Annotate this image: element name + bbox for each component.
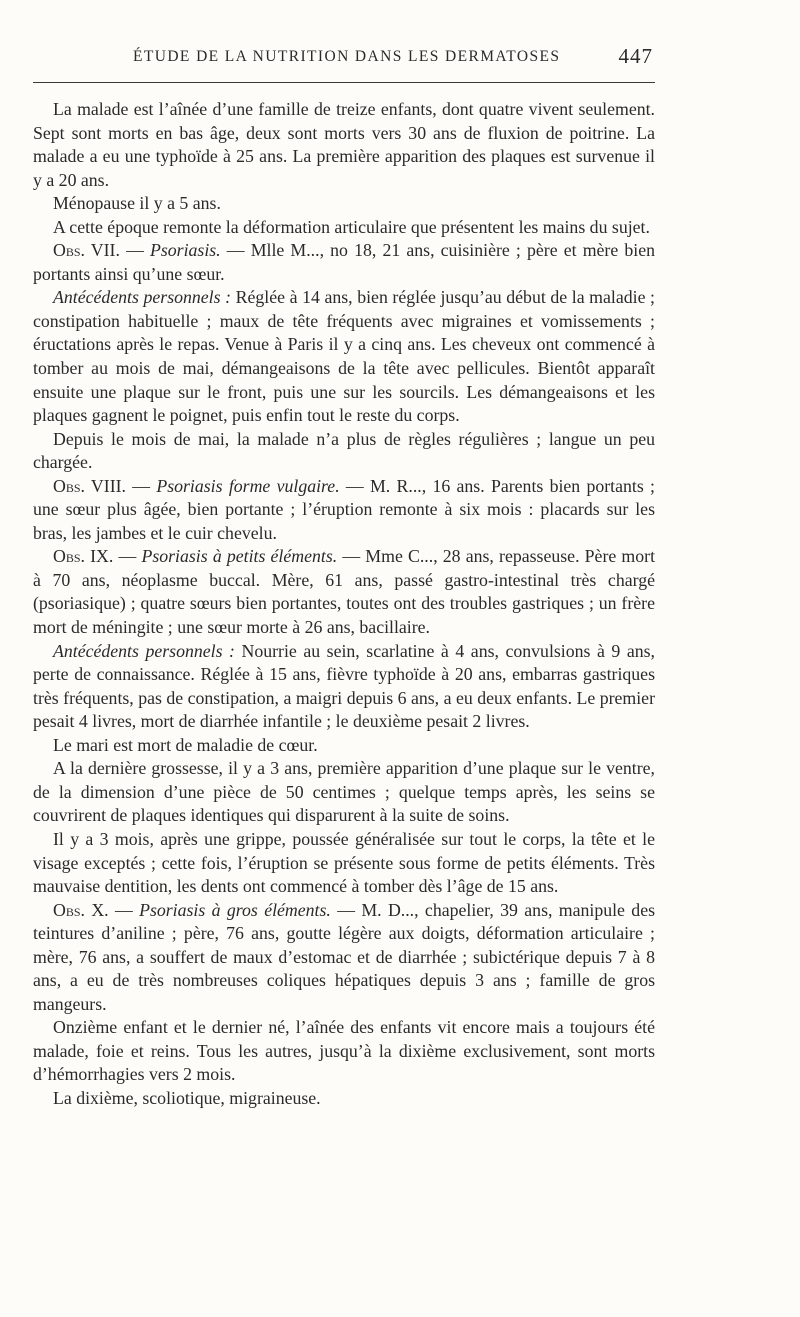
paragraph: [33, 828, 655, 899]
paragraph: [33, 734, 655, 758]
observation-number: Obs. VII.: [53, 240, 120, 261]
paragraph: [33, 757, 655, 828]
paragraph-text: Réglée à 14 ans, bien réglée jusqu’au début de la maladie ; constipation habituelle ; maux de tête fréquents avec migraines et vomissements ; éructations après le repas. Venue à Paris il y a cinq ans. Les cheveux ont commencé à tomber au mois de mai, démangeaisons de la tête avec pellicules. Bientôt apparaît ensuite une plaque sur le front, puis une sur les sourcils. Les démangeaisons et les plaques gagnent le poignet, puis enfin tout le reste du corps.: [33, 287, 655, 426]
paragraph-text: — Mme C..., 28 ans, repasseuse. Père mort à 70 ans, néoplasme buccal. Mère, 61 ans, passé gastro-intestinal très chargé (psoriasique) ; quatre sœurs bien portantes, toutes ont des troubles gastriques ; un frère mort de méningite ; une sœur morte à 26 ans, bacillaire.: [33, 546, 656, 638]
observation-title: Psoriasis à gros éléments.: [139, 899, 331, 920]
paragraph-text: Le mari est mort de maladie de cœur.: [53, 734, 318, 755]
section-lead: Antécédents personnels :: [53, 287, 232, 308]
observation-number: Obs. IX.: [53, 546, 114, 567]
paragraph: [33, 192, 655, 216]
observation-title: Psoriasis forme vulgaire.: [156, 475, 340, 496]
running-title: ÉTUDE DE LA NUTRITION DANS LES DERMATOSES: [133, 48, 561, 65]
observation-title: Psoriasis à petits éléments.: [141, 546, 338, 567]
paragraph-text: La dixième, scoliotique, migraineuse.: [53, 1087, 321, 1108]
observation-paragraph: [33, 545, 655, 639]
paragraph-text: A la dernière grossesse, il y a 3 ans, première apparition d’une plaque sur le ventre, de la dimension d’une pièce de 50 centimes ; quelque temps après, les seins se couvrirent de plaques identiques qui disparurent à la suite de soins.: [33, 758, 655, 826]
observation-number: Obs. VIII.: [53, 475, 126, 496]
paragraph-text: Depuis le mois de mai, la malade n’a plus de règles régulières ; langue un peu chargée.: [33, 428, 655, 473]
paragraph-text: Ménopause il y a 5 ans.: [53, 193, 221, 214]
page-header: [33, 44, 655, 72]
dash-separator: —: [108, 899, 140, 920]
observation-paragraph: [33, 899, 655, 1017]
paragraph-text: — M. D..., chapelier, 39 ans, manipule des teintures d’aniline ; père, 76 ans, goutte légère aux doigts, déformation articulaire ; mère, 76 ans, a souffert de maux d’estomac et de diarrhée ; subictérique depuis 7 à 8 ans, a eu de très nombreuses coliques hépatiques depuis 3 ans ; famille de gros mangeurs.: [33, 899, 656, 1014]
paragraph: [33, 1016, 655, 1087]
page-number: 447: [618, 44, 653, 68]
section-lead: Antécédents personnels :: [53, 640, 235, 661]
paragraph-text: — M. R..., 16 ans. Parents bien portants ; une sœur plus âgée, bien portante ; l’éruption remonte à six mois : placards sur les bras, les jambes et le cuir chevelu.: [33, 475, 655, 543]
paragraph: [33, 286, 655, 427]
paragraph-text: Nourrie au sein, scarlatine à 4 ans, convulsions à 9 ans, perte de connaissance. Réglée à 15 ans, fièvre typhoïde à 20 ans, embarras gastriques très fréquents, pas de constipation, a maigri depuis 6 ans, a eu deux enfants. Le premier pesait 4 livres, mort de diarrhée infantile ; le deuxième pesait 2 livres.: [33, 640, 655, 732]
observation-paragraph: [33, 475, 655, 546]
observation-title: Psoriasis.: [149, 240, 221, 261]
paragraph: [33, 428, 655, 475]
dash-separator: —: [119, 240, 150, 261]
observation-number: Obs. X.: [53, 899, 109, 920]
paragraph-text: A cette époque remonte la déformation articulaire que présentent les mains du sujet.: [53, 216, 650, 237]
dash-separator: —: [125, 475, 157, 496]
paragraph: [33, 216, 655, 240]
paragraph: [33, 1087, 655, 1111]
header-rule: [33, 82, 655, 83]
paragraph-text: — Mlle M..., no 18, 21 ans, cuisinière ; père et mère bien portants ainsi qu’une sœur.: [33, 240, 655, 284]
paragraph-text: La malade est l’aînée d’une famille de treize enfants, dont quatre vivent seulement. Sept sont morts en bas âge, deux sont morts vers 30 ans de fluxion de poitrine. La malade a eu une typhoïde à 25 ans. La première apparition des plaques est survenue il y a 20 ans.: [33, 99, 655, 190]
paragraph-text: Onzième enfant et le dernier né, l’aînée des enfants vit encore mais a toujours été malade, foie et reins. Tous les autres, jusqu’à la dixième exclusivement, sont morts d’hémorrhagies vers 2 mois.: [33, 1017, 655, 1085]
dash-separator: —: [113, 546, 142, 567]
body-text: [33, 98, 655, 1111]
observation-paragraph: [33, 239, 655, 286]
paragraph-text: Il y a 3 mois, après une grippe, poussée généralisée sur tout le corps, la tête et le visage exceptés ; cette fois, l’éruption se présente sous forme de petits éléments. Très mauvaise dentition, les dents ont commencé à tomber dès l’âge de 15 ans.: [33, 828, 655, 897]
paragraph: [33, 640, 655, 734]
paragraph: [33, 98, 655, 192]
